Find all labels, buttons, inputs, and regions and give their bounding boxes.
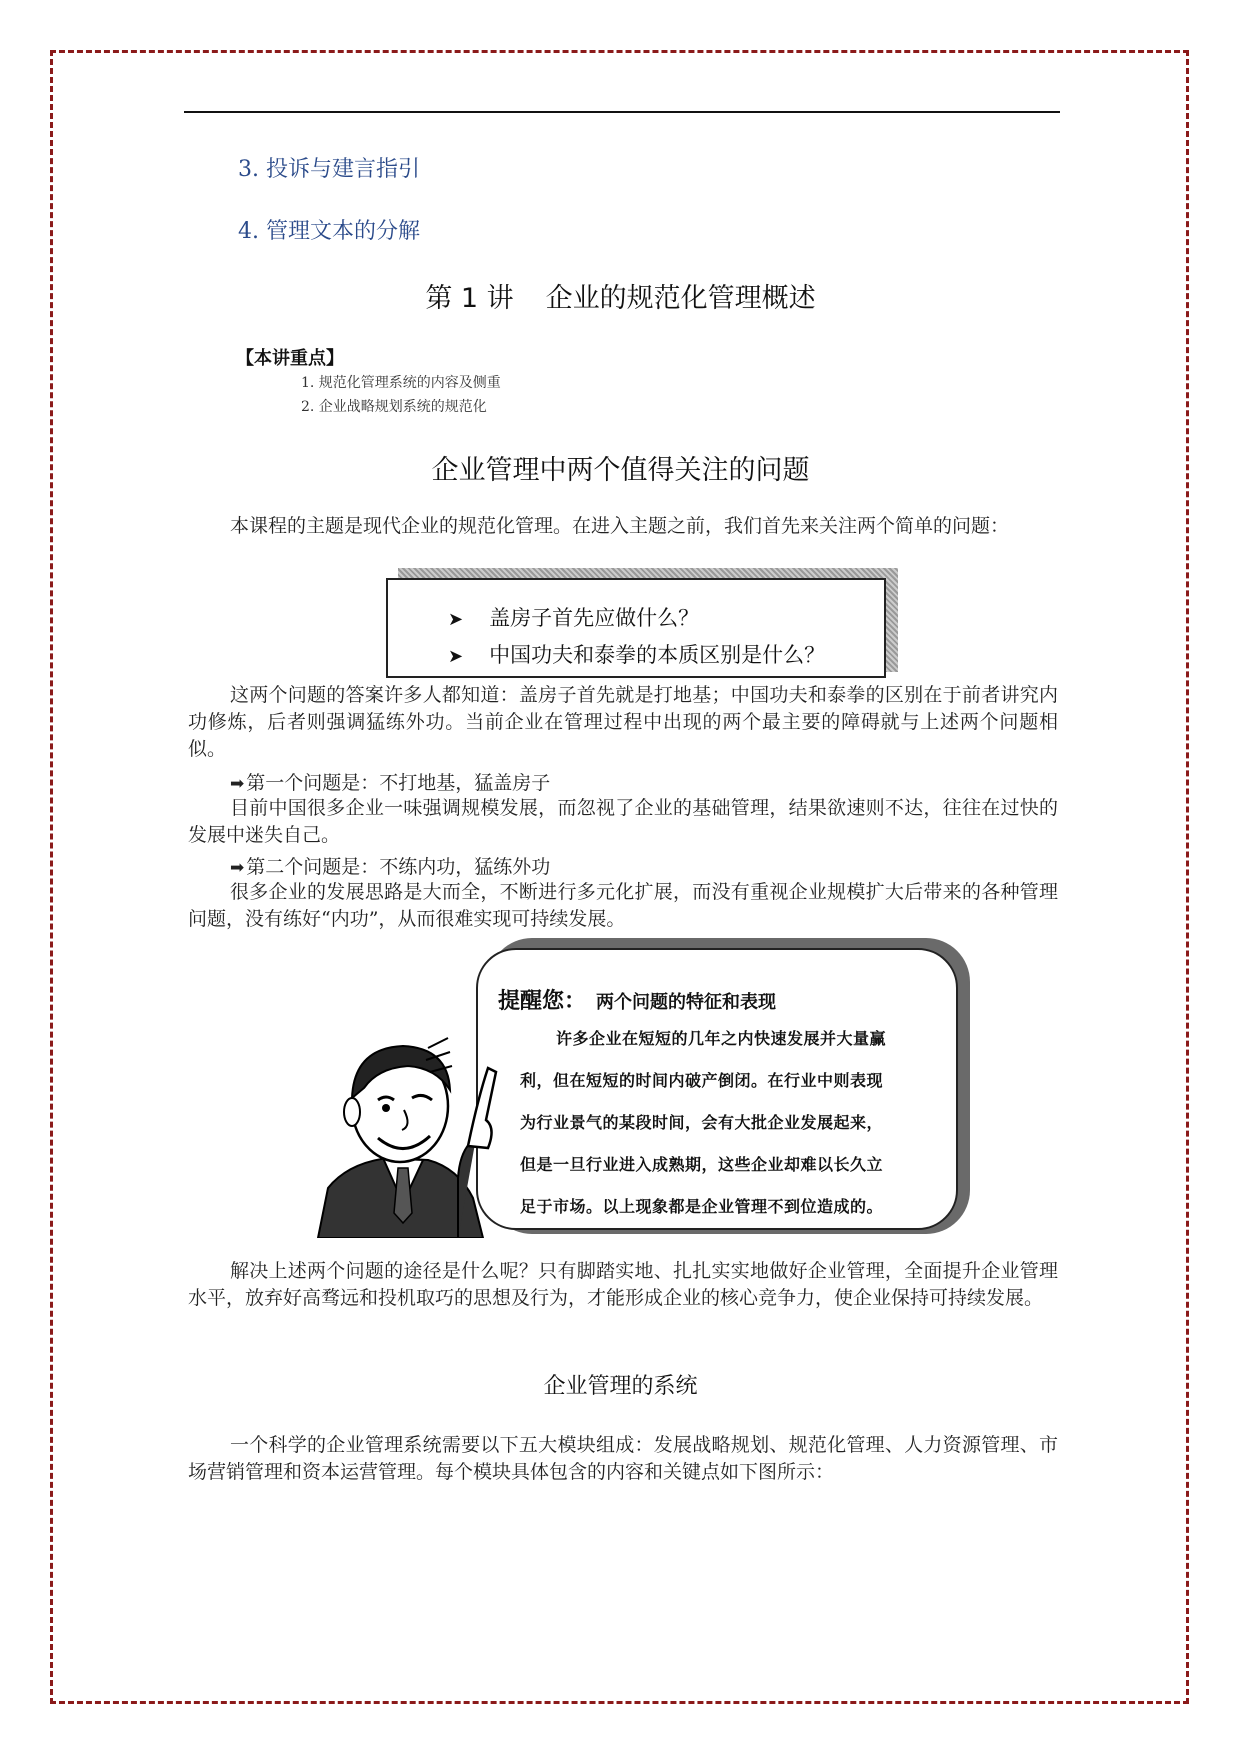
- focus-item: 1. 规范化管理系统的内容及侧重: [301, 375, 501, 391]
- reminder-bubble: [476, 948, 958, 1230]
- reminder-line: 但是一旦行业进入成熟期，这些企业却难以长久立: [520, 1155, 884, 1174]
- arrowhead-bullet-icon: ➤: [448, 646, 464, 667]
- reminder-heading: 两个问题的特征和表现: [596, 992, 777, 1013]
- lecture-title: [0, 276, 1241, 315]
- question-box: [386, 578, 886, 678]
- section-title: 企业管理的系统: [543, 1374, 698, 1399]
- lecture-name: 企业的规范化管理概述: [545, 283, 816, 314]
- solution-paragraph: 解决上述两个问题的途径是什么呢？只有脚踏实地、扎扎实实地做好企业管理，全面提升企业管理水平，放弃好高骛远和投机取巧的思想及行为，才能形成企业的核心竞争力，使企业保持可持续发展。: [188, 1260, 1058, 1309]
- focus-item: 2. 企业战略规划系统的规范化: [301, 399, 487, 415]
- problem2-title: ➡ 第二个问题是：不练内功，猛练外功: [230, 856, 551, 878]
- reminder-lead: 提醒您：: [498, 989, 587, 1014]
- businessman-cartoon-icon: [308, 1028, 498, 1238]
- reminder-line: 许多企业在短短的几年之内快速发展并大量赢: [556, 1029, 887, 1048]
- problem1-title: ➡ 第一个问题是：不打地基，猛盖房子: [230, 772, 551, 794]
- question-item: ➤ 盖房子首先应做什么？: [448, 606, 700, 630]
- reminder-line: 为行业景气的某段时间，会有大批企业发展起来，: [520, 1113, 884, 1132]
- problem2-paragraph: 很多企业的发展思路是大而全，不断进行多元化扩展，而没有重视企业规模扩大后带来的各种管理问题，没有练好“内功”，从而很难实现可持续发展。: [188, 881, 1058, 930]
- intro-paragraph: 本课程的主题是现代企业的规范化管理。在进入主题之前，我们首先来关注两个简单的问题：: [230, 515, 1010, 537]
- focus-heading: 【本讲重点】: [236, 348, 344, 369]
- lecture-number: 第 1 讲: [425, 283, 514, 314]
- header-rule: [184, 111, 1060, 113]
- arrowhead-bullet-icon: ➤: [448, 609, 464, 630]
- toc-item-4: 4. 管理文本的分解: [238, 219, 420, 244]
- reminder-line: 利，但在短短的时间内破产倒闭。在行业中则表现: [520, 1071, 884, 1090]
- question-item: ➤ 中国功夫和泰拳的本质区别是什么？: [448, 643, 826, 667]
- answer-paragraph: 这两个问题的答案许多人都知道：盖房子首先就是打地基；中国功夫和泰拳的区别在于前者讲究内功修炼，后者则强调猛练外功。当前企业在管理过程中出现的两个最主要的障碍就与上述两个问题相似。: [188, 684, 1058, 760]
- problem1-paragraph: 目前中国很多企业一味强调规模发展，而忽视了企业的基础管理，结果欲速则不达，往往在过快的发展中迷失自己。: [188, 797, 1058, 846]
- right-arrow-icon: ➡: [230, 858, 245, 878]
- reminder-title: [498, 984, 776, 1015]
- system-paragraph: 一个科学的企业管理系统需要以下五大模块组成：发展战略规划、规范化管理、人力资源管理、市场营销管理和资本运营管理。每个模块具体包含的内容和关键点如下图所示：: [188, 1434, 1058, 1483]
- reminder-line: 足于市场。以上现象都是企业管理不到位造成的。: [520, 1197, 884, 1216]
- toc-item-3: 3. 投诉与建言指引: [238, 157, 420, 182]
- section-title: 企业管理中两个值得关注的问题: [431, 455, 810, 486]
- right-arrow-icon: ➡: [230, 774, 245, 794]
